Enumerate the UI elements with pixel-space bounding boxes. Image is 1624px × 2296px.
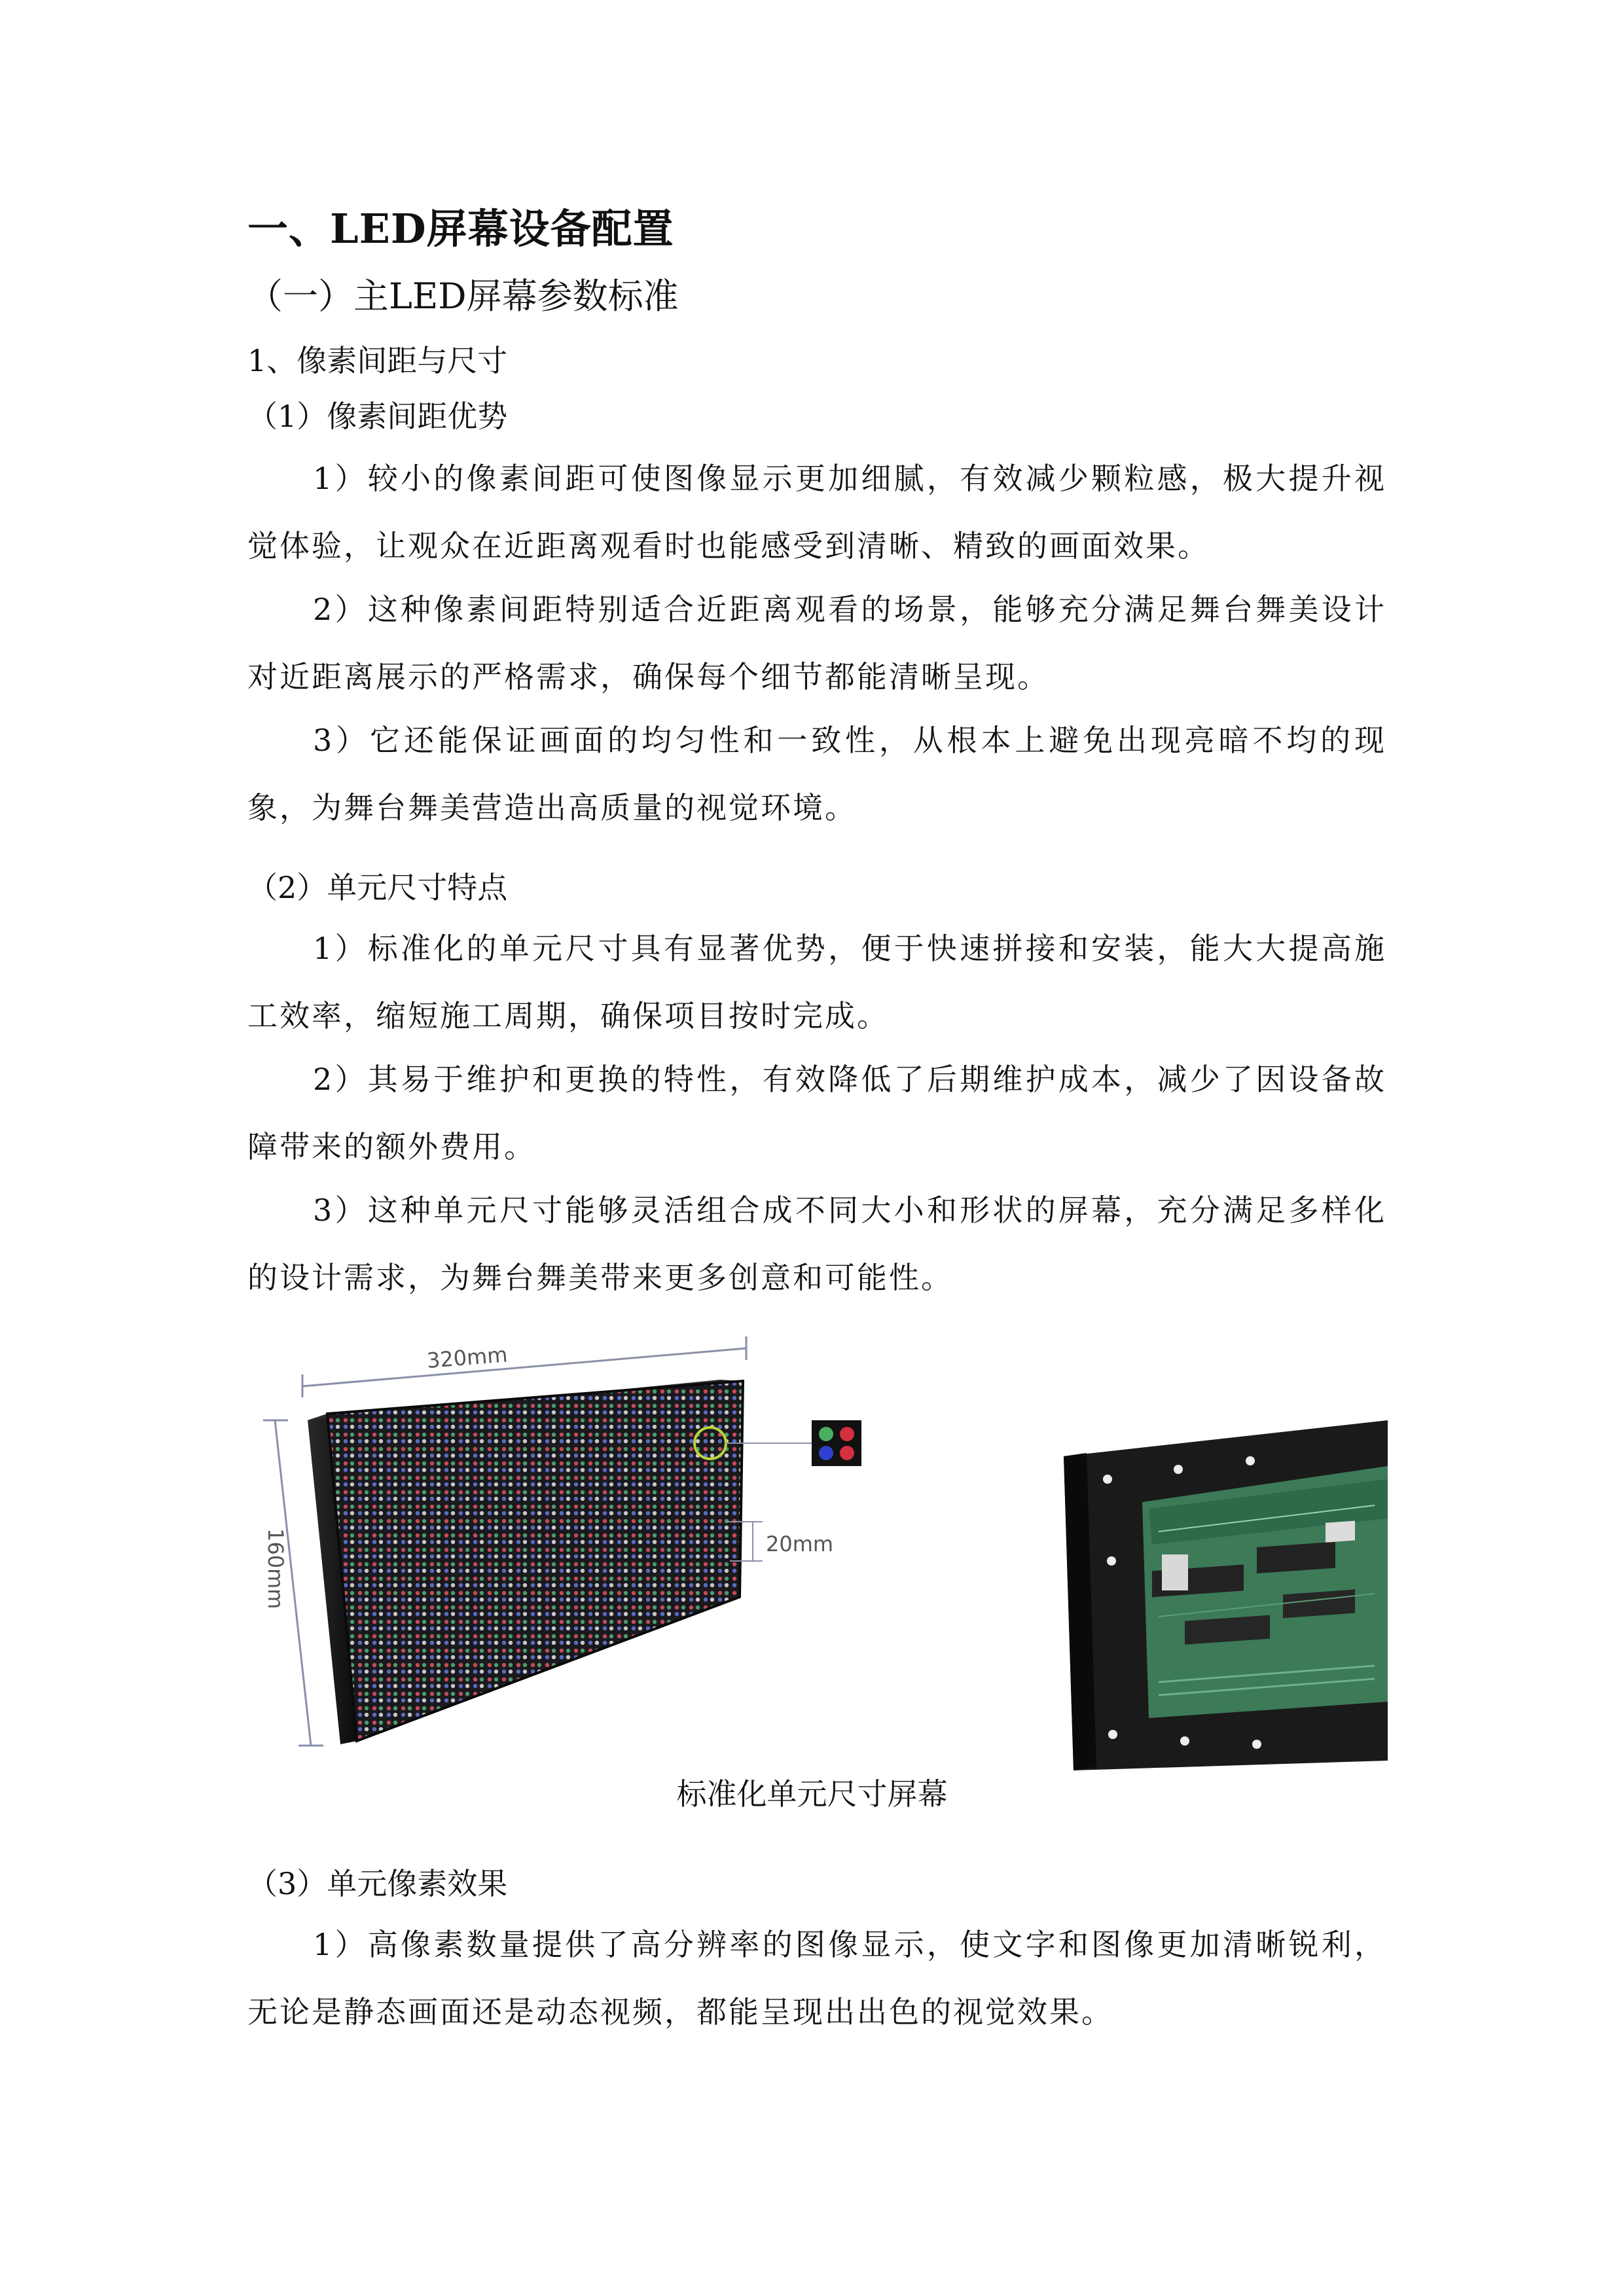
paragraph: 2）这种像素间距特别适合近距离观看的场景，能够充分满足舞台舞美设计对近距离展示的严格需求，确保每个细节都能清晰呈现。: [247, 592, 1386, 694]
paragraph: 1）标准化的单元尺寸具有显著优势，便于快速拼接和安装，能大大提高施工效率，缩短施工周期，确保项目按时完成。: [247, 931, 1386, 1033]
paragraph: 3）它还能保证画面的均匀性和一致性，从根本上避免出现亮暗不均的现象，为舞台舞美营造出高质量的视觉环境。: [247, 723, 1386, 825]
paragraph: 2）其易于维护和更换的特性，有效降低了后期维护成本，减少了因设备故障带来的额外费用。: [247, 1062, 1386, 1164]
dimension-label-height: 160mm: [263, 1528, 288, 1609]
paragraph: 1）较小的像素间距可使图像显示更加细腻，有效减少颗粒感，极大提升视觉体验，让观众在近距离观看时也能感受到清晰、精致的画面效果。: [247, 461, 1386, 564]
section-title-unit-size: （2）单元尺寸特点: [247, 870, 508, 905]
paragraph: 3）这种单元尺寸能够灵活组合成不同大小和形状的屏幕，充分满足多样化的设计需求，为舞台舞美带来更多创意和可能性。: [247, 1193, 1386, 1295]
dimension-label-depth: 20mm: [766, 1532, 834, 1556]
paragraph: 1）高像素数量提供了高分辨率的图像显示，使文字和图像更加清晰锐利，无论是静态画面还是动态视频，都能呈现出出色的视觉效果。: [247, 1927, 1386, 2030]
heading-pixel-pitch-size: 1、像素间距与尺寸: [247, 343, 508, 378]
section-title-pixel-advantage: （1）像素间距优势: [247, 399, 508, 434]
led-module-back-pcb-image: [1060, 1420, 1388, 1770]
heading-led-config: 一、LED屏幕设备配置: [247, 205, 674, 253]
dimension-label-width: 320mm: [425, 1342, 509, 1373]
led-module-dimension-image: [255, 1316, 884, 1767]
figure-caption: 标准化单元尺寸屏幕: [676, 1776, 948, 1812]
heading-main-screen-params: （一）主LED屏幕参数标准: [247, 276, 679, 317]
section-title-unit-pixel-effect: （3）单元像素效果: [247, 1866, 508, 1901]
